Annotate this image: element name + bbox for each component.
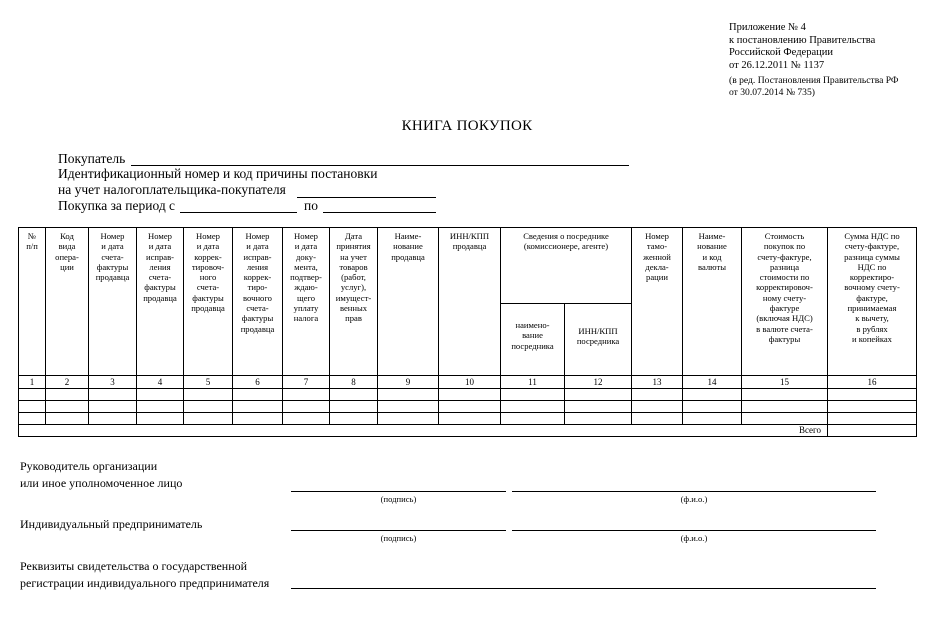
inn-label-line1: Идентификационный номер и код причины постановки <box>58 166 378 181</box>
column-number: 15 <box>742 376 828 389</box>
fio-caption: (ф.и.о.) <box>680 533 708 543</box>
column-number: 7 <box>283 376 330 389</box>
total-value-cell[interactable] <box>828 425 917 437</box>
col-header-customs-declaration: Номер тамо- женной декла- рации <box>632 228 683 376</box>
buyer-label: Покупатель <box>58 151 126 166</box>
period-to-field[interactable] <box>323 212 436 213</box>
column-number: 2 <box>46 376 89 389</box>
entrepreneur-signature-field[interactable] <box>291 530 506 531</box>
col-header-acceptance-date: Дата принятия на учет товаров (работ, услуг), имущест- венных прав <box>330 228 378 376</box>
head-signature-field[interactable] <box>291 491 506 492</box>
col-header-intermediary-inn: ИНН/КПП посредника <box>565 304 632 376</box>
col-header-invoice-number: Номер и дата счета- фактуры продавца <box>89 228 137 376</box>
table-row[interactable] <box>19 389 917 401</box>
period-from-field[interactable] <box>180 212 297 213</box>
purchase-book-table <box>18 227 917 437</box>
col-header-seller-inn: ИНН/КПП продавца <box>439 228 501 376</box>
signature-caption: (подпись) <box>380 494 417 504</box>
col-header-currency: Наиме- нование и код валюты <box>683 228 742 376</box>
col-header-intermediary-name: наимено- вание посредника <box>501 304 565 376</box>
head-of-organization-label: Руководитель организации или иное уполномоченное лицо <box>20 459 183 490</box>
column-number: 5 <box>184 376 233 389</box>
table-row[interactable] <box>19 401 917 413</box>
appendix-note <box>729 22 899 98</box>
period-to-label: по <box>304 198 318 213</box>
appendix-line: Российской Федерации <box>729 47 833 59</box>
fio-caption: (ф.и.о.) <box>680 494 708 504</box>
column-number: 1 <box>19 376 46 389</box>
period-label: Покупка за период с <box>58 198 176 213</box>
signature-caption: (подпись) <box>380 533 417 543</box>
inn-label-line2: на учет налогоплательщика-покупателя <box>58 182 286 197</box>
col-header-purchase-cost: Стоимость покупок по счету-фактуре, разница стоимости по корректировоч- ному счету- фактуре (включая НДС) в валюте счета- фактуры <box>742 228 828 376</box>
total-label: Всего <box>19 425 828 437</box>
page-title: КНИГА ПОКУПОК <box>401 118 533 134</box>
column-number: 16 <box>828 376 917 389</box>
appendix-edition: от 30.07.2014 № 735) <box>729 86 815 98</box>
col-header-adjustment-invoice: Номер и дата коррек- тировоч- ного счета- фактуры продавца <box>184 228 233 376</box>
column-number: 13 <box>632 376 683 389</box>
appendix-edition: (в ред. Постановления Правительства РФ <box>729 75 899 87</box>
col-header-payment-document: Номер и дата доку- мента, подтвер- ждаю- щего уплату налога <box>283 228 330 376</box>
column-number: 8 <box>330 376 378 389</box>
requisites-field[interactable] <box>291 588 876 589</box>
column-number: 9 <box>378 376 439 389</box>
entrepreneur-fio-field[interactable] <box>512 530 876 531</box>
requisites-label: Реквизиты свидетельства о государственной регистрации индивидуального предпринимателя <box>20 559 270 590</box>
column-number: 6 <box>233 376 283 389</box>
col-header-row-number: № п/п <box>19 228 46 376</box>
total-row <box>19 425 917 437</box>
col-header-intermediary: Сведения о посреднике (комиссионере, агенте) <box>501 228 632 304</box>
column-numbers-row <box>19 376 917 389</box>
column-number: 4 <box>137 376 184 389</box>
head-fio-field[interactable] <box>512 491 876 492</box>
col-header-vat-amount: Сумма НДС по счету-фактуре, разница суммы НДС по корректиро- вочному счету- фактуре, принимаемая к вычету, в рублях и копейках <box>828 228 917 376</box>
column-number: 14 <box>683 376 742 389</box>
column-number: 3 <box>89 376 137 389</box>
col-header-seller-name: Наиме- нование продавца <box>378 228 439 376</box>
column-number: 10 <box>439 376 501 389</box>
entrepreneur-label: Индивидуальный предприниматель <box>20 517 203 531</box>
col-header-operation-code: Код вида опера- ции <box>46 228 89 376</box>
column-number: 11 <box>501 376 565 389</box>
appendix-line: от 26.12.2011 № 1137 <box>729 59 825 71</box>
appendix-line: Приложение № 4 <box>729 22 806 33</box>
appendix-line: к постановлению Правительства <box>729 34 876 46</box>
col-header-invoice-correction: Номер и дата исправ- ления счета- фактуры продавца <box>137 228 184 376</box>
column-number: 12 <box>565 376 632 389</box>
table-row[interactable] <box>19 413 917 425</box>
col-header-adjustment-correction: Номер и дата исправ- ления коррек- тиро- вочного счета- фактуры продавца <box>233 228 283 376</box>
